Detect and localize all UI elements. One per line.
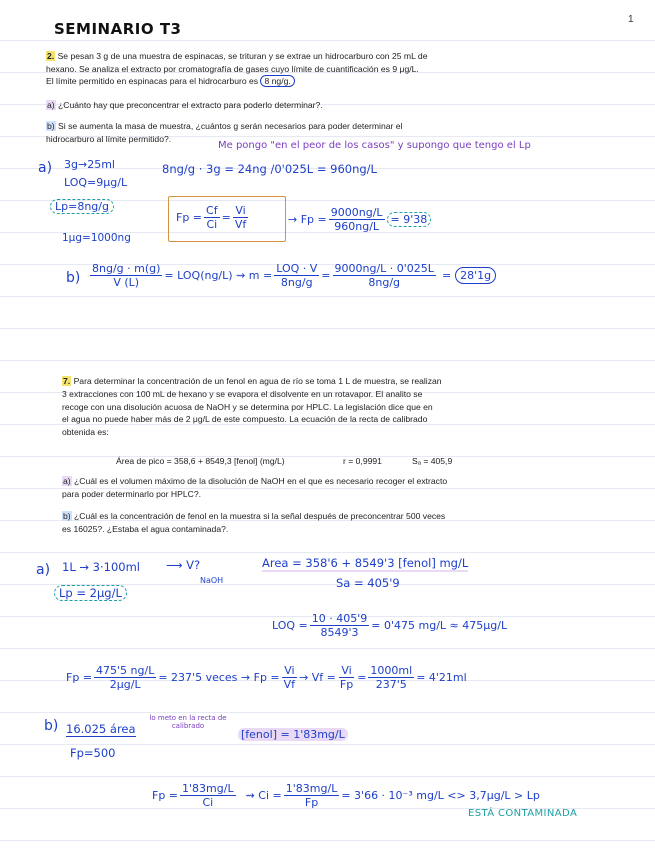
rule-line xyxy=(0,552,655,553)
page-title: SEMINARIO T3 xyxy=(54,20,182,38)
answer-a-label: a) xyxy=(38,160,53,176)
area-equation: Area = 358'6 + 8549'3 [fenol] mg/L xyxy=(262,556,469,570)
exercise-7-line: recoge con una disolución acuosa de NaOH y se determina por HPLC. La legislación dice que en xyxy=(62,401,433,412)
given-data: Lp = 2μg/L xyxy=(54,585,127,601)
question-label: a) xyxy=(47,100,55,110)
given-data: 1μg=1000ng xyxy=(62,232,131,244)
given-data: 16.025 área xyxy=(66,722,136,736)
exercise-2-statement xyxy=(46,50,606,88)
limit-value: 8 ng/g. xyxy=(260,75,294,87)
fp-result: = 9'38 xyxy=(387,212,432,227)
correlation-coefficient: r = 0,9991 xyxy=(343,456,382,466)
given-data: 1L → 3·100ml xyxy=(62,560,140,574)
given-data: ⟶ V? xyxy=(166,558,201,572)
given-subscript: NaOH xyxy=(200,576,224,585)
rule-line xyxy=(0,744,655,745)
answer-b-label: b) xyxy=(44,718,59,734)
exercise-2-line: hexano. Se analiza el extracto por cromatografía de gases cuyo límite de cuantificación es 9 μg/L. xyxy=(46,63,419,74)
exercise-7-statement xyxy=(62,375,607,439)
question-text: ¿Cuál es el volumen máximo de la disolución de NaOH en el que es necesario recoger el extracto xyxy=(74,476,448,486)
blank-std-dev: Sₐ = 405,9 xyxy=(412,456,453,466)
exercise-7-line: Para determinar la concentración de un fenol en agua de río se toma 1 L de muestra, se realizan xyxy=(73,376,442,386)
rule-line xyxy=(0,776,655,777)
exercise-7-line: obtenida es: xyxy=(62,427,109,438)
exercise-7-line: el agua no puede haber más de 2 μg/L de este compuesto. La ecuación de la recta de calibrado xyxy=(62,414,428,425)
exercise-2-line: Se pesan 3 g de una muestra de espinacas, se trituran y se extrae un hidrocarburo con 25 mL de xyxy=(57,51,428,61)
given-data: 3g→25ml xyxy=(64,158,115,171)
mass-calculation: $\frac{8ng/g \cdot m(g)}{V (L)}$ = LOQ(ng/L) ⇝ m = $\frac{\text{LOQ · V}}{8ng/g}$ = $\frac{9000ng/L \cdot 0'025L}{8ng/g}$ = 28'1g xyxy=(88,262,496,289)
concentration-calculation: Fp = $\frac{1'83mg/L}{Ci}$ ⇝ Ci = $\frac{1'83mg/L}{Fp}$ = 3'66 · 10⁻³ mg/L <> 3,7μg/L > Lp xyxy=(152,782,540,809)
exercise-2-number: 2. xyxy=(47,51,55,61)
rule-line xyxy=(0,840,655,841)
conclusion: ESTÁ CONTAMINADA xyxy=(468,808,578,819)
fp-calculation: → Fp = $\frac{9000ng/L}{960ng/L}$ = 9'38 xyxy=(288,206,431,233)
sa-value: Sa = 405'9 xyxy=(336,576,400,590)
answer-b-label: b) xyxy=(66,270,81,286)
question-text: hidrocarburo al límite permitido?. xyxy=(46,133,172,144)
answer-a-label: a) xyxy=(36,562,51,578)
rule-line xyxy=(0,40,655,41)
rule-line xyxy=(0,360,655,361)
exercise-7-question-a xyxy=(62,475,607,500)
handwritten-note: lo meto en la recta de calibrado xyxy=(149,714,227,730)
rule-line xyxy=(0,296,655,297)
calibration-equation: Área de pico = 358,6 + 8549,3 [fenol] (mg/L) xyxy=(116,456,285,466)
given-data: LOQ=9μg/L xyxy=(64,176,128,189)
question-text: Si se aumenta la masa de muestra, ¿cuántos g serán necesarios para poder determinar el xyxy=(58,121,403,131)
given-data: Lp=8ng/g xyxy=(50,199,114,214)
fenol-result: [fenol] = 1'83mg/L xyxy=(238,728,348,741)
question-label: b) xyxy=(63,511,71,521)
loq-calculation: LOQ = $\frac{10 \cdot 405'9}{8549'3}$ = 0'475 mg/L ≈ 475μg/L xyxy=(272,612,508,639)
question-label: b) xyxy=(47,121,55,131)
rule-line xyxy=(0,712,655,713)
exercise-7-question-b xyxy=(62,510,607,535)
exercise-7-line: 3 extracciones con 100 mL de hexano y se evapora el disolvente en un rotavapor. El analito se xyxy=(62,388,423,399)
exercise-2-question-a xyxy=(46,99,606,112)
exercise-2-line: El límite permitido en espinacas para el hidrocarburo es xyxy=(46,76,259,87)
handwritten-comment: Me pongo "en el peor de los casos" y supongo que tengo el Lp xyxy=(218,140,531,151)
calculation: 8ng/g · 3g = 24ng /0'025L = 960ng/L xyxy=(162,162,377,176)
question-text: para poder determinarlo por HPLC?. xyxy=(62,488,202,499)
question-label: a) xyxy=(63,476,71,486)
exercise-7-number: 7. xyxy=(63,376,71,386)
rule-line xyxy=(0,648,655,649)
mass-result: 28'1g xyxy=(455,267,496,284)
page-number: 1 xyxy=(628,14,634,25)
question-text: ¿Cuánto hay que preconcentrar el extracto para poderlo determinar?. xyxy=(58,100,323,110)
rule-line xyxy=(0,328,655,329)
given-data: Fp=500 xyxy=(70,746,116,760)
question-text: ¿Cuál es la concentración de fenol en la muestra si la señal después de preconcentrar 500 veces xyxy=(74,511,446,521)
question-text: es 16025?. ¿Estaba el agua contaminada?. xyxy=(62,523,229,534)
fp-formula: Fp = $\frac{Cf}{Ci}$ = $\frac{Vi}{Vf}$ xyxy=(176,204,247,231)
fp-calculation: Fp = $\frac{475'5 ng/L}{2\mu g/L}$ = 237'5 veces → Fp = $\frac{Vi}{Vf}$ → Vf = $\frac{Vi}{Fp}$ = $\frac{1000ml}{237'5}$ = 4'21ml xyxy=(66,664,467,691)
rule-line xyxy=(0,456,655,457)
